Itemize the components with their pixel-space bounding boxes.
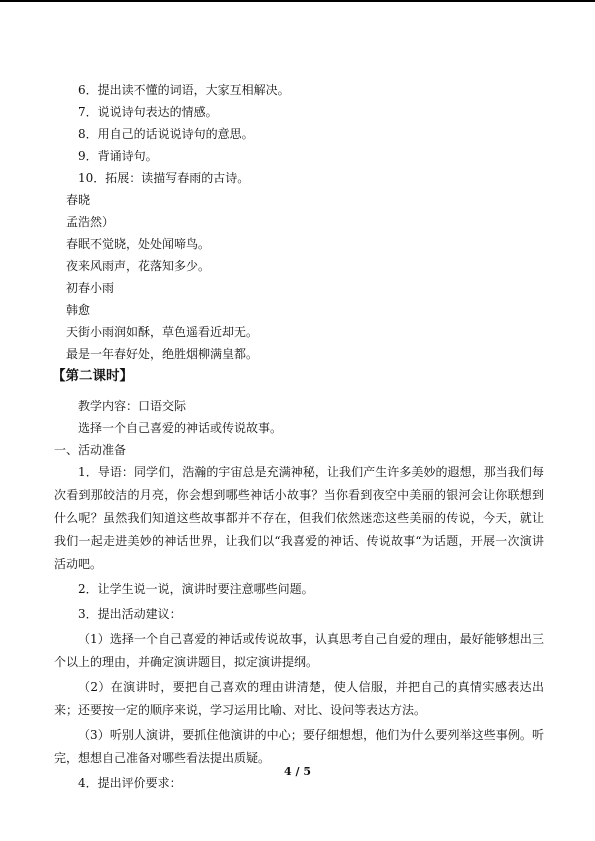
list-item: 7．说说诗句表达的情感。 [78,105,218,119]
poem-line: 天街小雨润如酥，草色遥看近却无。 [66,325,259,339]
suggestion-1: （1）选择一个自己喜爱的神话或传说故事，认真思考自己自爱的理由，最好能够想出三个以上的理由，并确定演讲题目，拟定演讲提纲。 [54,632,544,669]
paragraph-point-4: 4．提出评价要求： [78,776,182,790]
task-text: 选择一个自己喜爱的神话或传说故事。 [78,421,283,435]
paragraph-intro: 1．导语：同学们，浩瀚的宇宙总是充满神秘，让我们产生许多美妙的遐想，那当我们每次看到那皎洁的月亮，你会想到哪些神话小故事？当你看到夜空中美丽的银河会让你联想到什么呢？虽然我们知道这些故事都并不存在，但我们依然迷恋这些美丽的传说，今天，就让我们一起走进美妙的神话世界，让我们以“我喜爱的神话、传说故事“为话题，开展一次演讲活动吧。 [54,465,544,571]
list-item: 9．背诵诗句。 [78,149,158,163]
poem-title: 春晓 [66,193,91,207]
poem-line: 夜来风雨声，花落知多少。 [66,259,211,273]
page-number: 4 / 5 [284,765,311,778]
poem-author: 韩愈 [66,303,91,317]
paragraph-point-2: 2．让学生说一说，演讲时要注意哪些问题。 [78,582,314,596]
paragraph-point-3: 3．提出活动建议： [78,607,182,621]
part-title: 一、活动准备 [54,443,127,457]
header-rule [0,0,595,2]
poem-title: 初春小雨 [66,281,115,295]
content-label: 教学内容：口语交际 [78,399,187,413]
section-heading: 【第二课时】 [52,368,133,384]
list-item: 6．提出读不懂的词语，大家互相解决。 [78,83,290,97]
suggestion-2: （2）在演讲时，要把自己喜欢的理由讲清楚，使人信服，并把自己的真情实感表达出来；还要按一定的顺序来说，学习运用比喻、对比、设问等表达方法。 [54,680,544,717]
suggestion-3: （3）听别人演讲，要抓住他演讲的中心；要仔细想想，他们为什么要列举这些事例。听完，想想自己准备对哪些看法提出质疑。 [54,728,544,765]
list-item: 10．拓展：读描写春雨的古诗。 [78,171,250,185]
poem-author: 孟浩然） [66,215,115,229]
page-content [54,79,544,795]
list-item: 8．用自己的话说说诗句的意思。 [78,127,254,141]
poem-line: 春眠不觉晓，处处闻啼鸟。 [66,237,211,251]
poem-line: 最是一年春好处，绝胜烟柳满皇都。 [66,347,259,361]
